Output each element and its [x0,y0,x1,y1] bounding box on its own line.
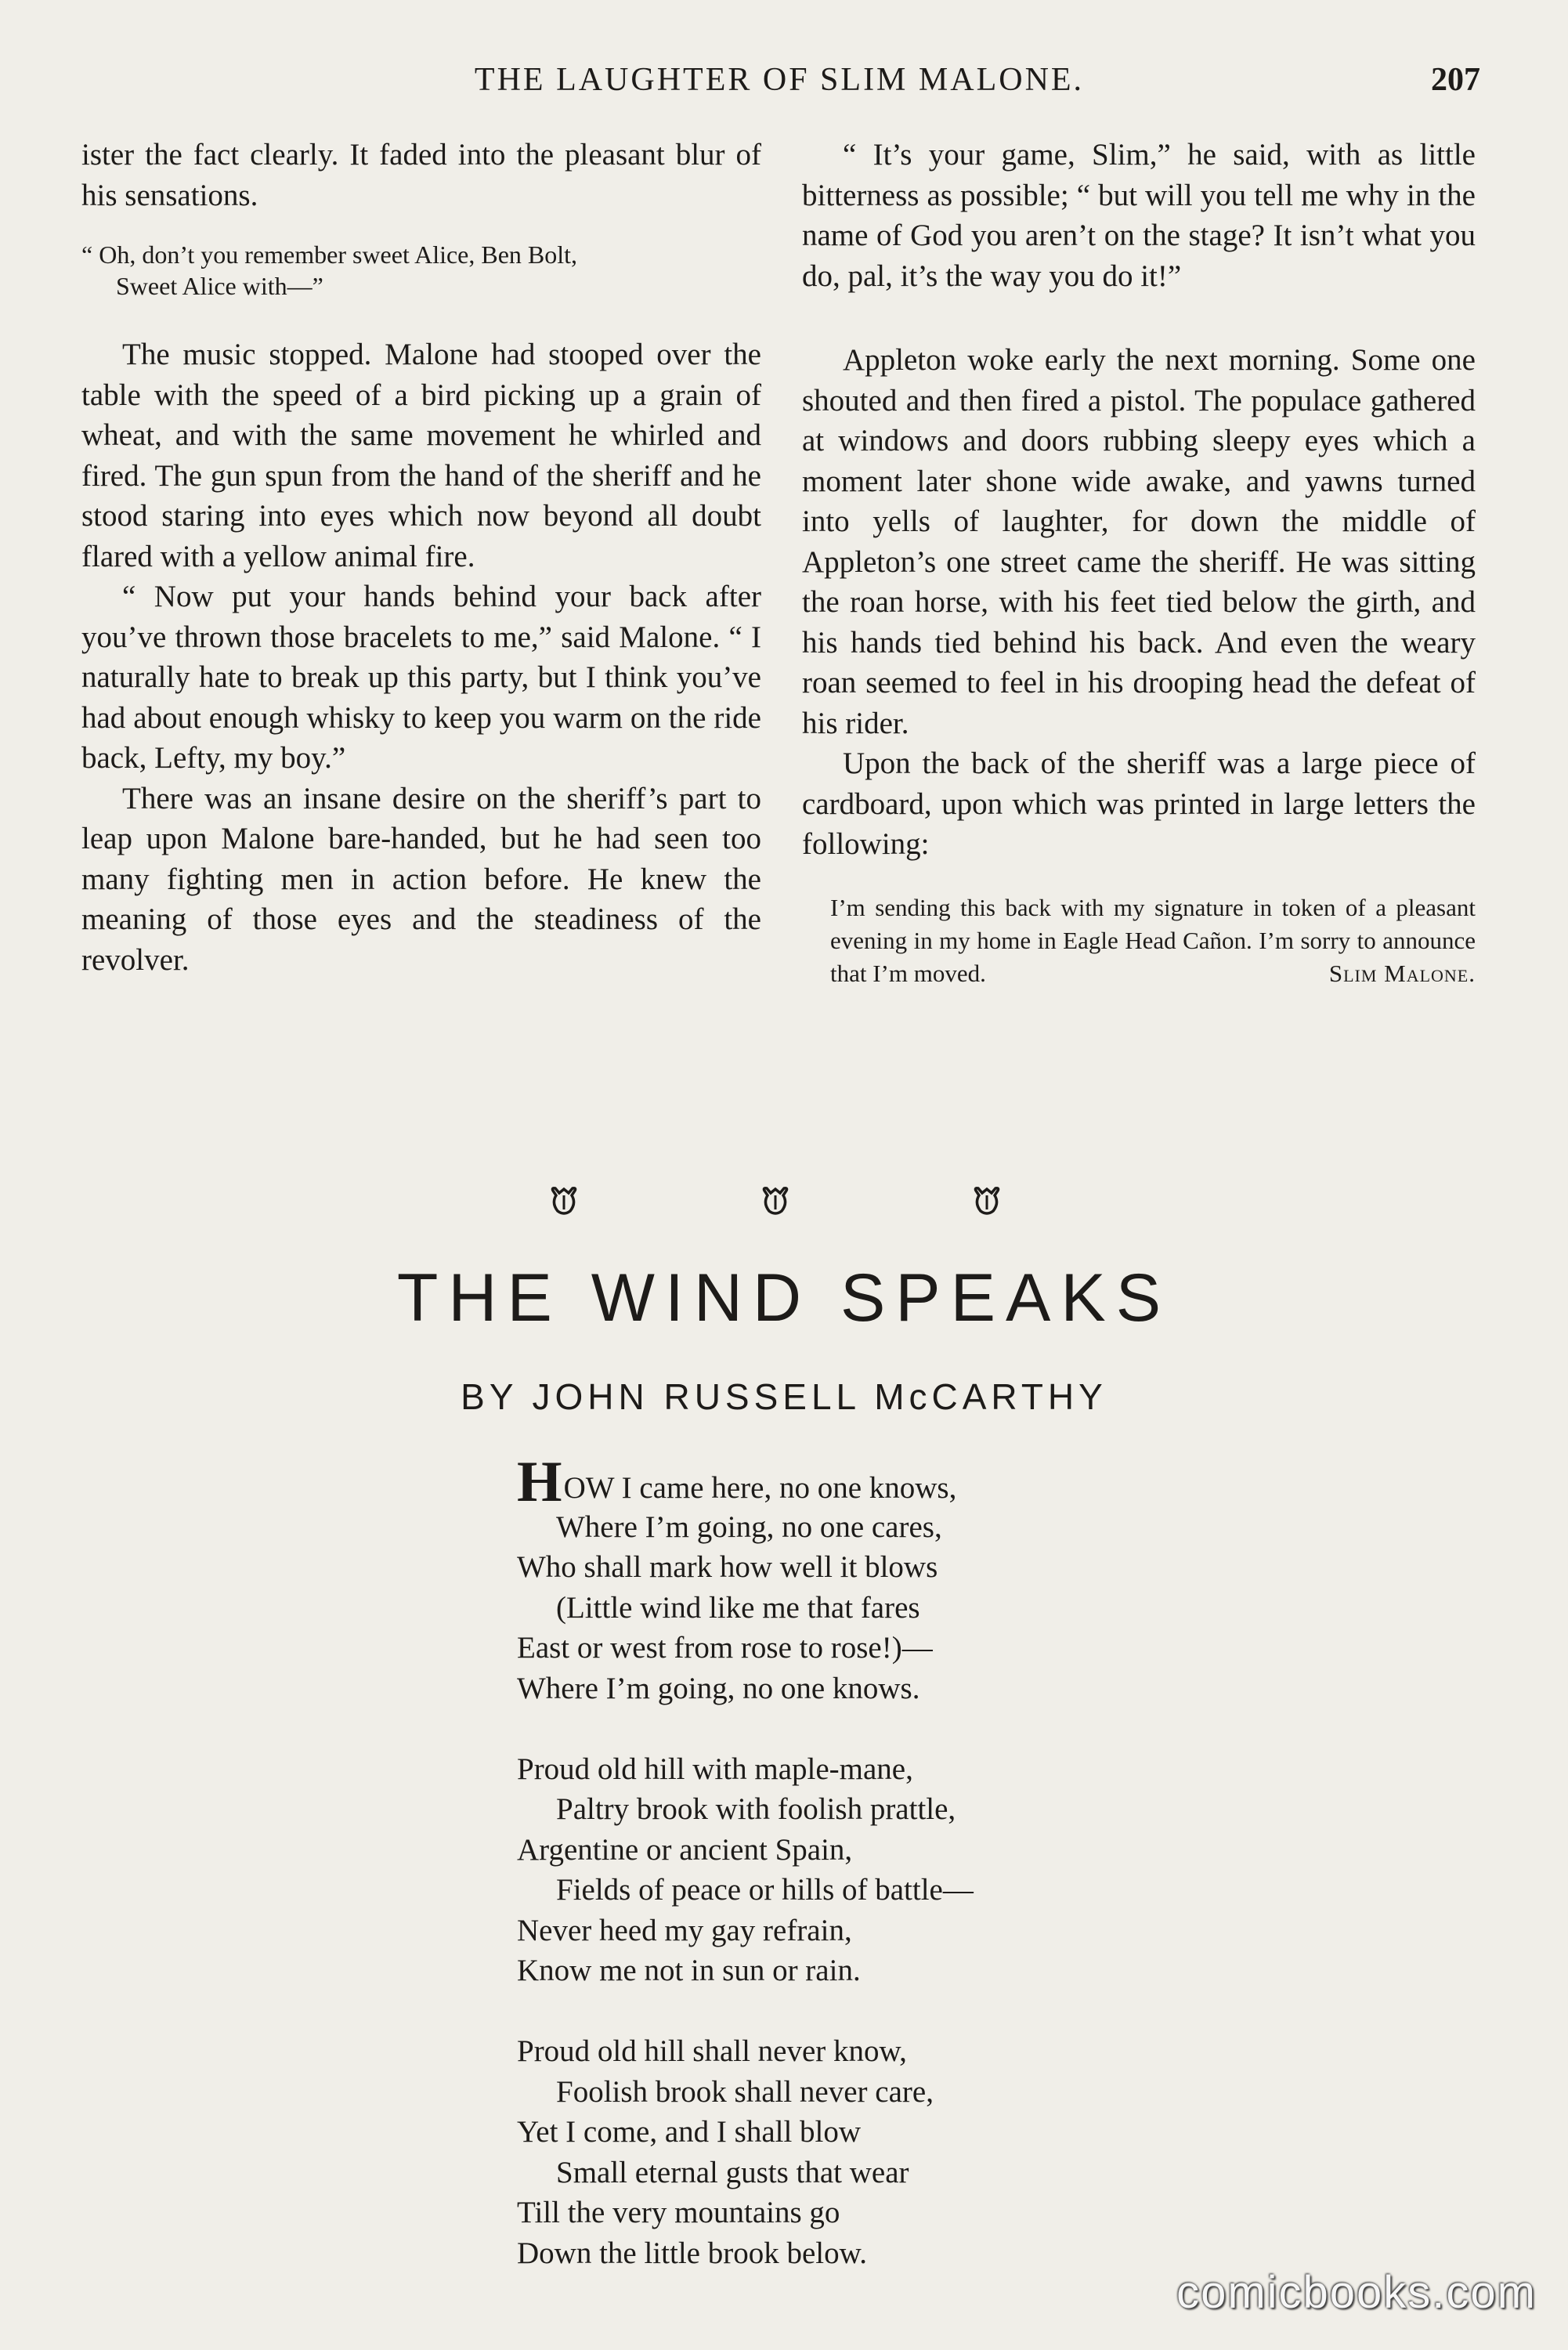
poem-line: Down the little brook below. [517,2236,867,2270]
poem-line: Till the very mountains go [517,2196,840,2229]
poem-title: THE WIND SPEAKS [396,1260,1172,1336]
ornament-icon [971,1186,1003,1217]
poem-line: Where I’m going, no one knows. [517,1671,920,1705]
paragraph: Upon the back of the sheriff was a large piece of cardboard, upon which was printed in large letters the following: [802,747,1476,861]
poem-line: East or west from rose to rose!)— [517,1631,933,1665]
page-number: 207 [1431,62,1480,98]
paragraph: There was an insane desire on the sheriff’s part to leap upon Malone bare-handed, but he had seen too many fighting men in action before. He knew the meaning of those eyes and the steadiness of the revolver. [81,781,761,977]
running-title: THE LAUGHTER OF SLIM MALONE. [474,62,1085,98]
poem-line: Where I’m going, no one cares, [556,1509,942,1544]
running-head [78,61,1480,108]
right-column [802,135,1476,990]
poem-line: Never heed my gay refrain, [517,1913,852,1947]
drop-cap: H [517,1450,562,1514]
paragraph: The music stopped. Malone had stooped over the table with the speed of a bird picking up a grain of wheat, and with the same movement he whirled and fired. The gun spun from the hand of the sheriff and he stood staring into eyes which now beyond all doubt flared with a yellow animal fire. [81,338,761,573]
paragraph: “ Now put your hands behind your back after you’ve thrown those bracelets to me,” said Malone. “ I naturally hate to break up this party, but I think you’ve had about enough whisky to keep you warm on the ride back, Lefty, my boy.” [81,580,761,775]
paragraph: “ It’s your game, Slim,” he said, with as little bitterness as possible; “ but will you tell me why in the name of God you aren’t on the stage? It isn’t what you do, pal, it’s the way you do it!” [802,138,1476,293]
poem-line: Small eternal gusts that wear [556,2155,909,2189]
stanza-break [517,1991,1222,2032]
paragraph: ister the fact clearly. It faded into the pleasant blur of his sensations. [81,138,761,212]
quote-line: “ Oh, don’t you remember sweet Alice, Ben Bolt, [81,240,578,269]
poem-line: Proud old hill with maple-mane, [517,1752,913,1786]
note-text: I’m sending this back with my signature in token of a pleasant evening in my home in Eagle Head Cañon. I’m sorry to announce that I’m moved. [830,893,1476,987]
poem-line: Proud old hill shall never know, [517,2034,907,2068]
poem-line: Know me not in sun or rain. [517,1954,861,1987]
poem-line: Paltry brook with foolish prattle, [556,1792,956,1826]
poem-byline: BY JOHN RUSSELL McCARTHY [461,1376,1107,1417]
watermark: comicbooks.com [1176,2267,1537,2318]
poem-line: (Little wind like me that fares [556,1590,920,1625]
stanza-break [517,1708,1222,1749]
poem-line: Foolish brook shall never care, [556,2074,934,2109]
poem-line: Argentine or ancient Spain, [517,1832,853,1867]
song-quote [81,239,761,302]
ornament-row [0,1186,1568,1225]
cardboard-note [802,891,1476,990]
left-column [81,135,761,980]
poem-line: Who shall mark how well it blows [517,1550,938,1584]
note-signature: Slim Malone. [1328,959,1476,987]
poem-line: Fields of peace or hills of battle— [556,1873,974,1907]
poem-line: HOW I came here, no one knows, [517,1450,957,1514]
poem-line: Yet I come, and I shall blow [517,2115,862,2149]
ornament-icon [760,1186,791,1217]
poem-body [517,1450,1222,2273]
paragraph: Appleton woke early the next morning. Some one shouted and then fired a pistol. The populace gathered at windows and doors rubbing sleepy eyes which a moment later shone wide awake, and yawns turned into yells of laughter, for down the middle of Appleton’s one street came the sheriff. He was sitting the roan horse, with his feet tied below the girth, and his hands tied behind his back. And even the weary roan seemed to feel in his drooping head the defeat of his rider. [802,343,1476,740]
section-break [802,296,1476,340]
ornament-icon [548,1186,580,1217]
quote-line: Sweet Alice with—” [116,272,323,300]
